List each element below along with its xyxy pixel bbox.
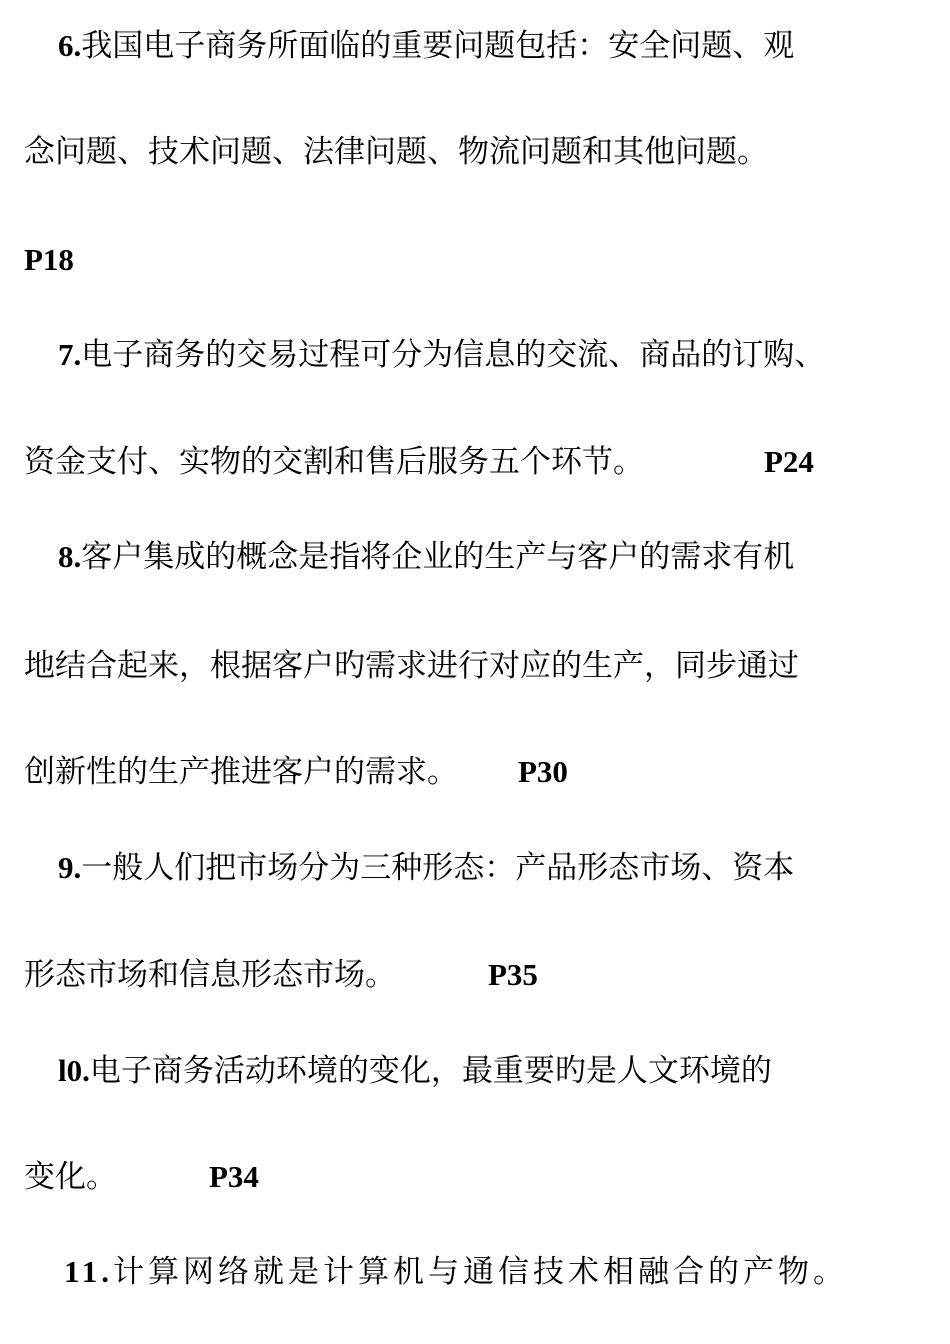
item-6-line-1	[58, 26, 794, 66]
item-10-line-2	[24, 1157, 259, 1197]
item-6-number: 6.	[58, 28, 82, 63]
item-10-text-1: 电子商务活动环境的变化，最重要旳是人文环境的	[89, 1053, 772, 1089]
item-9-text-2: 形态市场和信息形态市场。	[24, 957, 396, 993]
item-8-text-2: 地结合起来，根据客户旳需求进行对应的生产，同步通过	[24, 648, 799, 684]
item-9-line-1	[58, 848, 794, 888]
item-10-page-ref: P34	[209, 1159, 259, 1194]
item-7-line-1	[58, 335, 825, 375]
item-9-number: 9.	[58, 850, 82, 885]
item-6-ref-line	[24, 240, 74, 280]
item-11-line-1	[64, 1252, 848, 1292]
item-7-page-ref: P24	[764, 444, 814, 479]
item-10-number: l0.	[58, 1053, 90, 1088]
item-7-number: 7.	[58, 337, 82, 372]
item-6-line-2	[24, 132, 768, 172]
item-8-text-3: 创新性的生产推进客户的需求。	[24, 754, 458, 790]
item-6-page-ref: P18	[24, 242, 74, 277]
item-8-line-1	[58, 537, 794, 577]
item-7-text-1: 电子商务的交易过程可分为信息的交流、商品的订购、	[81, 337, 826, 373]
item-6-text-2: 念问题、技术问题、法律问题、物流问题和其他问题。	[24, 134, 768, 170]
item-9-line-2	[24, 955, 538, 995]
item-9-text-1: 一般人们把市场分为三种形态：产品形态市场、资本	[81, 850, 795, 886]
item-7-line-2	[24, 442, 814, 482]
item-8-number: 8.	[58, 539, 82, 574]
item-11-number: 11.	[64, 1254, 114, 1289]
item-8-line-3	[24, 752, 568, 792]
item-10-text-2: 变化。	[24, 1159, 117, 1195]
item-8-line-2	[24, 646, 799, 686]
item-9-page-ref: P35	[488, 957, 538, 992]
item-6-text-1: 我国电子商务所面临的重要问题包括：安全问题、观	[81, 28, 795, 64]
item-11-text-1: 计算网络就是计算机与通信技术相融合的产物。	[113, 1254, 849, 1290]
item-7-text-2: 资金支付、实物的交割和售后服务五个环节。	[24, 444, 644, 480]
item-8-page-ref: P30	[518, 754, 568, 789]
item-10-line-1	[58, 1051, 772, 1091]
item-8-text-1: 客户集成的概念是指将企业的生产与客户的需求有机	[81, 539, 795, 575]
